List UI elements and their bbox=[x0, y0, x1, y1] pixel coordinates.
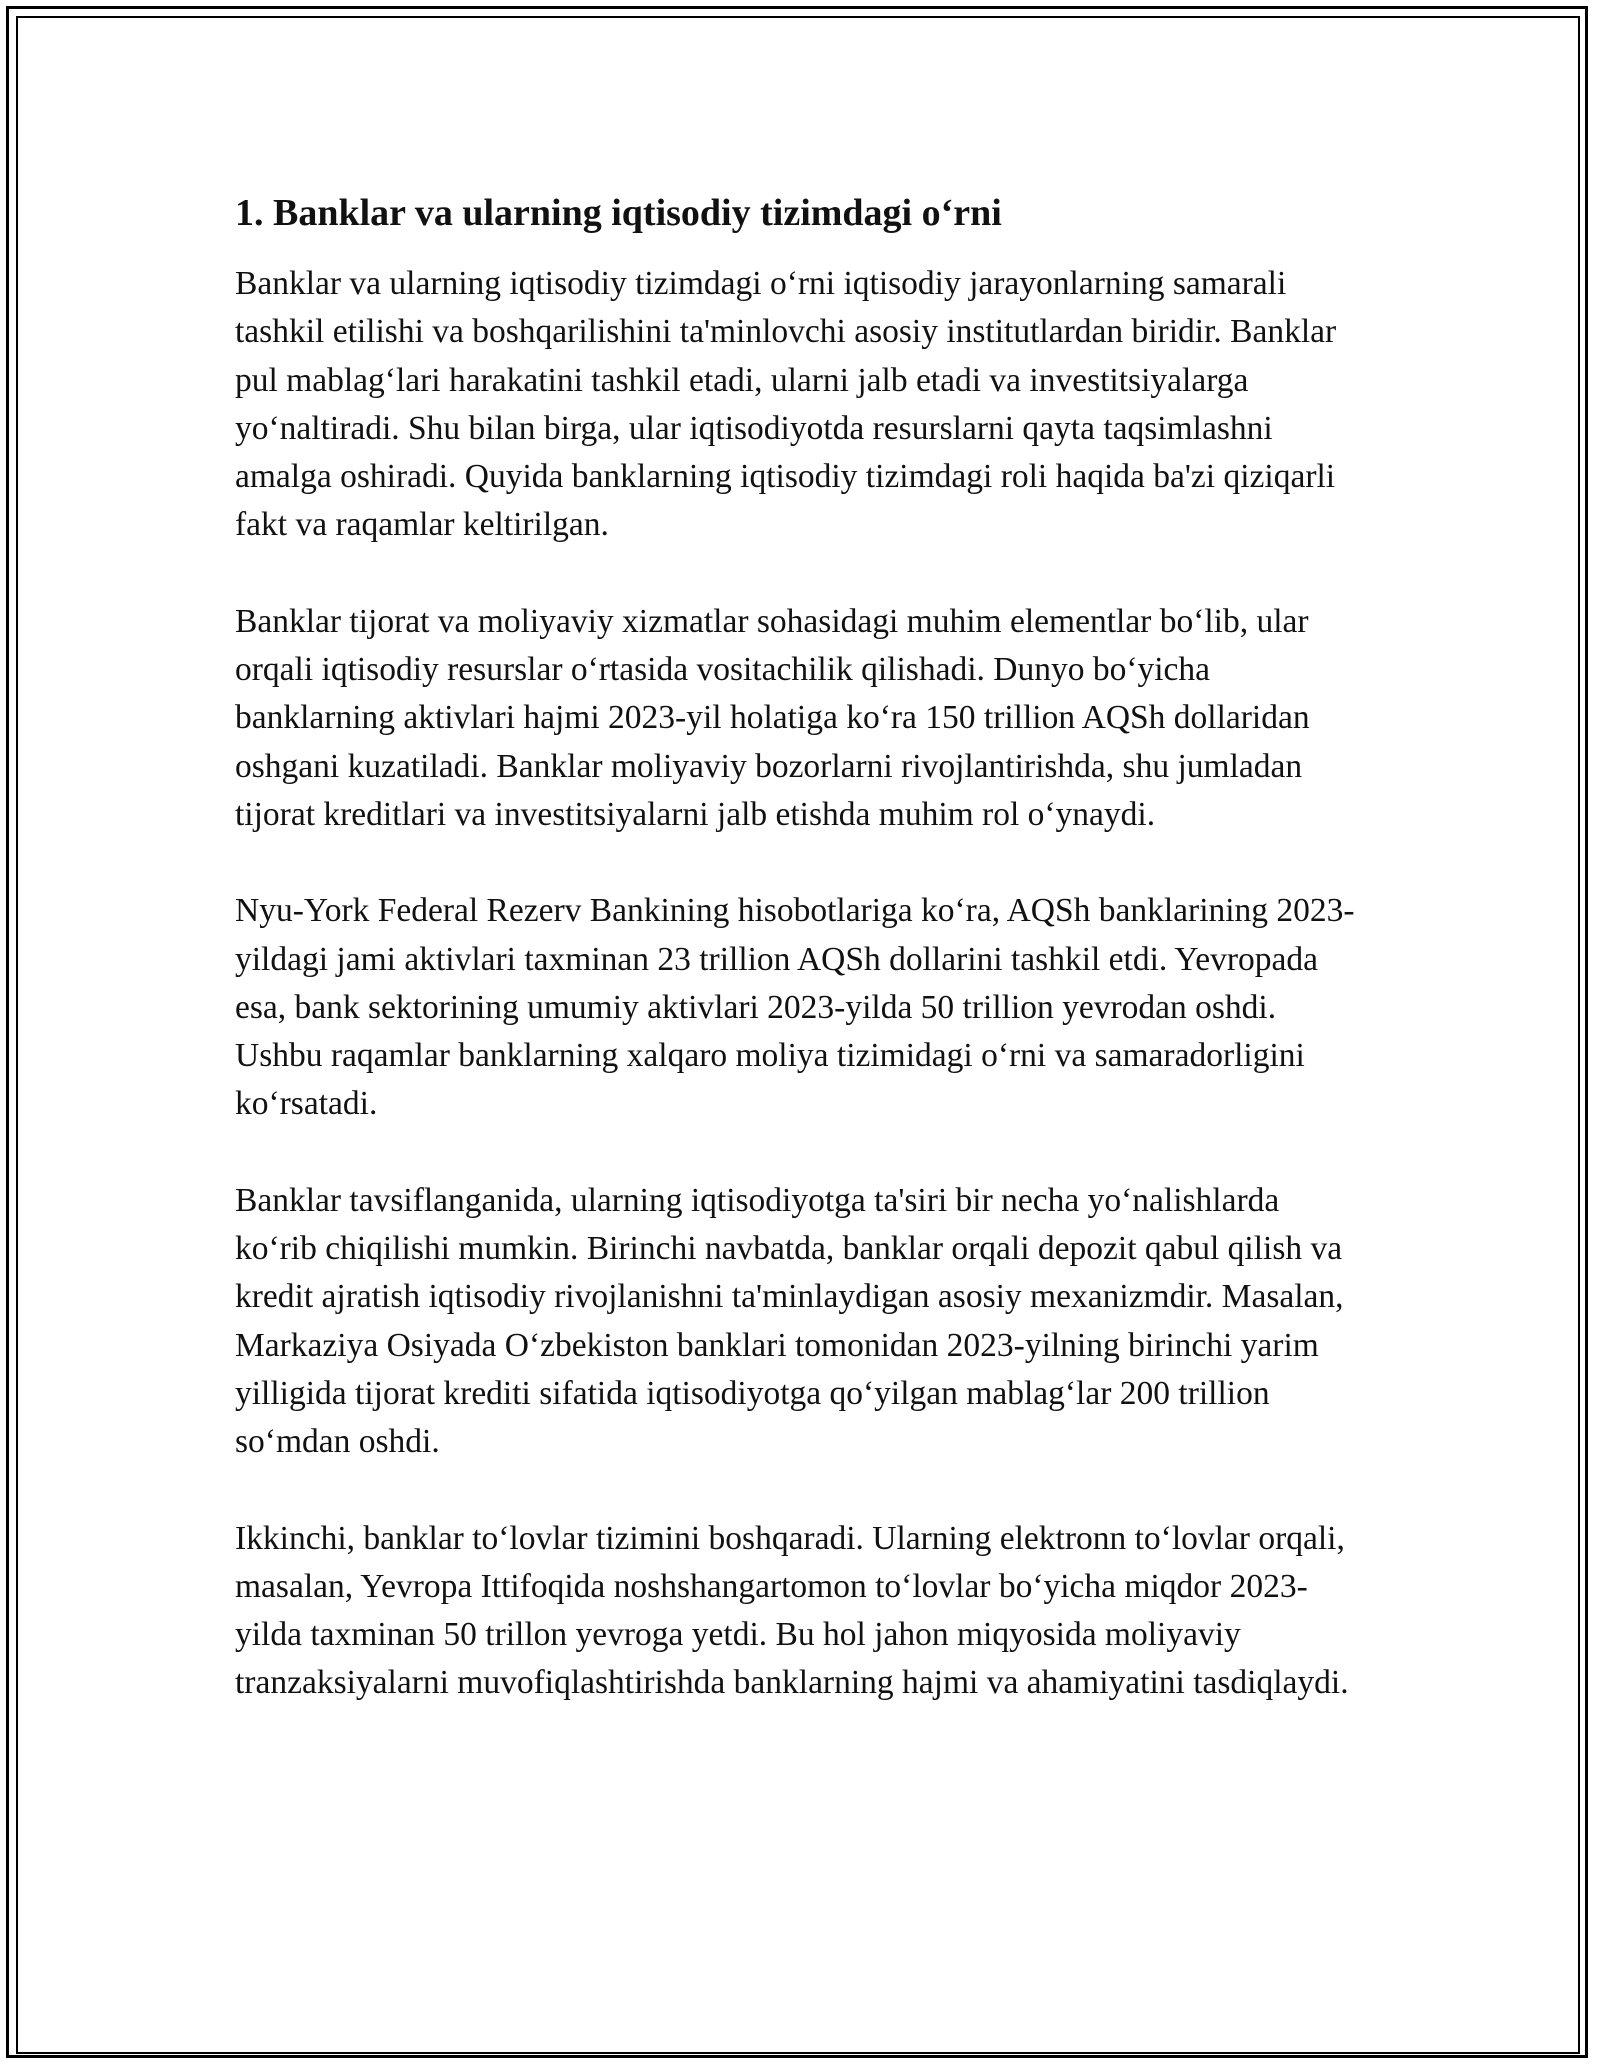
paragraph-5: Ikkinchi, banklar to‘lovlar tizimini boshqaradi. Ularning elektronn to‘lovlar orqali, masalan, Yevropa Ittifoqida noshshangartomon to‘lovlar bo‘yicha miqdor 2023-yilda taxminan 50 trillon yevroga yetdi. Bu hol jahon miqyosida moliyaviy tranzaksiyalarni muvofiqlashtirishda banklarning hajmi va ahamiyatini tasdiqlaydi. bbox=[235, 1519, 1349, 1702]
document-body bbox=[235, 188, 1365, 1708]
paragraph-2: Banklar tijorat va moliyaviy xizmatlar sohasidagi muhim elementlar bo‘lib, ular orqali iqtisodiy resurslar o‘rtasida vositachilik qilishadi. Dunyo bo‘yicha banklarning aktivlari hajmi 2023-yil holatiga ko‘ra 150 trillion AQSh dollaridan oshgani kuzatiladi. Banklar moliyaviy bozorlarni rivojlantirishda, shu jumladan tijorat kreditlari va investitsiyalarni jalb etishda muhim rol o‘ynaydi. bbox=[235, 602, 1310, 833]
paragraph-1: Banklar va ularning iqtisodiy tizimdagi o‘rni iqtisodiy jarayonlarning samarali tashkil etilishi va boshqarilishini ta'minlovchi asosiy institutlardan biridir. Banklar pul mablag‘lari harakatini tashkil etadi, ularni jalb etadi va investitsiyalarga yo‘naltiradi. Shu bilan birga, ular iqtisodiyotda resurslarni qayta taqsimlashni amalga oshiradi. Quyida banklarning iqtisodiy tizimdagi roli haqida ba'zi qiziqarli fakt va raqamlar keltirilgan. bbox=[235, 265, 1337, 544]
paragraph-3: Nyu-York Federal Rezerv Bankining hisobotlariga ko‘ra, AQSh banklarining 2023-yildagi jami aktivlari taxminan 23 trillion AQSh dollarini tashkil etdi. Yevropada esa, bank sektorining umumiy aktivlari 2023-yilda 50 trillion yevrodan oshdi. Ushbu raqamlar banklarning xalqaro moliya tizimidagi o‘rni va samaradorligini ko‘rsatadi. bbox=[235, 892, 1355, 1123]
section-heading: 1. Banklar va ularning iqtisodiy tizimdagi o‘rni bbox=[235, 192, 1002, 234]
paragraph-4: Banklar tavsiflanganida, ularning iqtisodiyotga ta'siri bir necha yo‘nalishlarda ko‘rib chiqilishi mumkin. Birinchi navbatda, banklar orqali depozit qabul qilish va kredit ajratish iqtisodiy rivojlanishni ta'minlaydigan asosiy mexanizmdir. Masalan, Markaziya Osiyada O‘zbekiston banklari tomonidan 2023-yilning birinchi yarim yilligida tijorat krediti sifatida iqtisodiyotga qo‘yilgan mablag‘lar 200 trillion so‘mdan oshdi. bbox=[235, 1181, 1344, 1461]
